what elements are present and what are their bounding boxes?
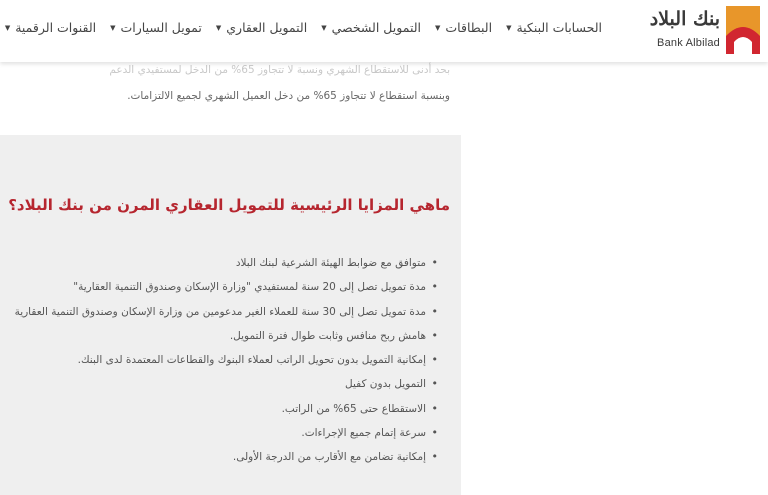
nav-item-digital-channels[interactable] [5,20,96,35]
nav-item-real-estate-finance[interactable] [216,20,307,35]
list-item: • إمكانية تضامن مع الأقارب من الدرجة الأولى. [36,445,436,469]
site-header [0,0,768,62]
caret-down-icon: ▼ [110,23,116,32]
features-title: ماهي المزايا الرئيسية للتمويل العقاري المرن من بنك البلاد؟ [8,196,450,214]
caret-down-icon: ▼ [435,23,441,32]
features-list [14,251,436,470]
list-item: • مدة تمويل تصل إلى 30 سنة للعملاء الغير مدعومين من وزارة الإسكان وصندوق التنمية العقارية [36,300,436,324]
nav-item-label: التمويل العقاري [226,20,308,35]
caret-down-icon: ▼ [321,23,327,32]
nav-item-label: تمويل السيارات [120,20,202,35]
nav-item-label: التمويل الشخصي [331,20,421,35]
nav-item-label: الحسابات البنكية [516,20,602,35]
intro-line: وبنسبة استقطاع لا تتجاوز 65% من دخل العميل الشهري لجميع الالتزامات. [127,90,450,102]
bank-logo-mark-icon [726,6,760,54]
main-navigation [5,20,602,35]
caret-down-icon: ▼ [4,23,11,32]
intro-paragraph [10,57,450,109]
nav-item-auto-finance[interactable] [110,20,202,35]
bank-logo[interactable] [640,6,760,56]
caret-down-icon: ▼ [506,23,512,32]
nav-item-label: البطاقات [445,20,493,35]
list-item: • سرعة إتمام جميع الإجراءات. [36,421,436,445]
caret-down-icon: ▼ [215,23,222,32]
bank-name-english: Bank Albilad [657,37,720,49]
list-item: • التمويل بدون كفيل [36,372,436,396]
list-item: • متوافق مع ضوابط الهيئة الشرعية لبنك البلاد [36,251,436,275]
list-item: • الاستقطاع حتى 65% من الراتب. [36,397,436,421]
nav-item-label: القنوات الرقمية [15,20,97,35]
list-item: • إمكانية التمويل بدون تحويل الراتب لعملاء البنوك والقطاعات المعتمدة لدى البنك. [36,348,436,372]
list-item: • هامش ربح منافس وثابت طوال فترة التمويل. [36,324,436,348]
nav-item-cards[interactable] [435,20,492,35]
bank-name-arabic: بنك البلاد [649,8,720,30]
nav-item-bank-accounts[interactable] [506,20,602,35]
list-item: • مدة تمويل تصل إلى 20 سنة لمستفيدي "وزارة الإسكان وصندوق التنمية العقارية" [36,275,436,299]
nav-item-personal-finance[interactable] [321,20,421,35]
intro-line-faded: بحد أدنى للاستقطاع الشهري ونسبة لا تتجاوز 65% من الدخل لمستفيدي الدعم [109,64,450,76]
